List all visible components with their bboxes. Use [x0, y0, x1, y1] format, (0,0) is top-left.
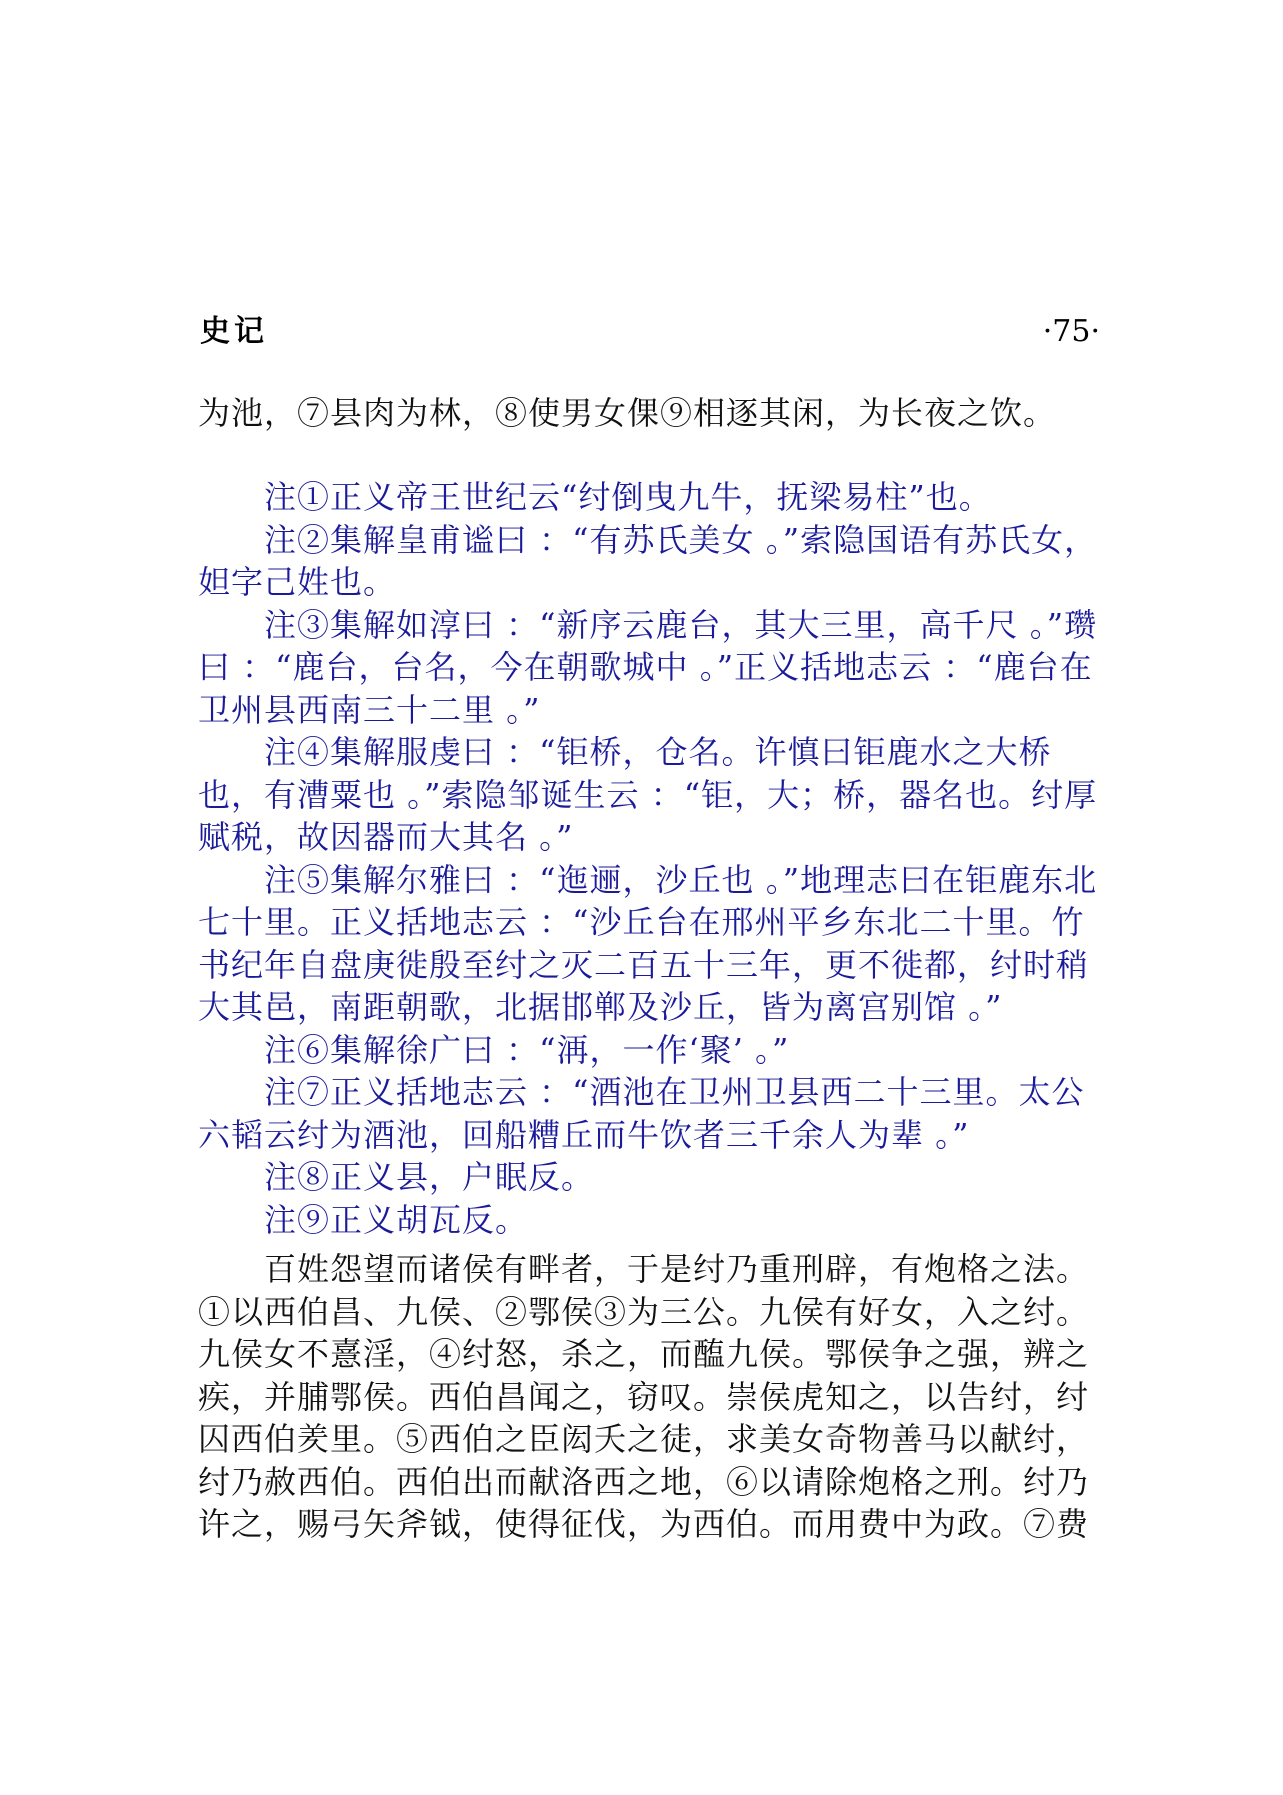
note-7: 注⑦正义括地志云 ：“酒池在卫州卫县西二十三里。太公六韬云纣为酒池，回船糟丘而牛饮者三千余人为辈 。” [198, 1073, 1085, 1154]
note-2: 注②集解皇甫谧曰 ：“有苏氏美女 。”索隐国语有苏氏女，妲字己姓也。 [198, 520, 1098, 601]
note-1: 注①正义帝王世纪云“纣倒曳九牛，抚梁易柱”也。 [264, 478, 992, 516]
note-5: 注⑤集解尔雅曰 ：“迤逦，沙丘也 。”地理志曰在钜鹿东北七十里。正义括地志云 ：“沙丘台在邢州平乡东北二十里。竹书纪年自盘庚徙殷至纣之灭二百五十三年，更不徙都，纣时稍大其邑，南距朝歌，北据邯郸及沙丘，皆为离宫别馆 。” [198, 860, 1098, 1026]
note-8: 注⑧正义县，户眠反。 [264, 1158, 595, 1196]
note-6: 注⑥集解徐广曰 ：“洅，一作‘聚’ 。” [264, 1030, 790, 1069]
note-9: 注⑨正义胡瓦反。 [264, 1200, 529, 1239]
page-number: ·75· [1042, 314, 1100, 349]
running-header-title: 史记 [200, 314, 268, 349]
main-paragraph: 百姓怨望而诸侯有畔者，于是纣乃重刑辟，有炮格之法。①以西伯昌、九侯、②鄂侯③为三公。九侯有好女，入之纣。九侯女不憙淫，④纣怒，杀之，而醢九侯。鄂侯争之强，辨之疾，并脯鄂侯。西伯昌闻之，窃叹。崇侯虎知之，以告纣，纣囚西伯羑里。⑤西伯之臣闳夭之徒，求美女奇物善马以献纣，纣乃赦西伯。西伯出而献洛西之地，⑥以请除炮格之刑。纣乃许之，赐弓矢斧钺，使得征伐，为西伯。而用费中为政。⑦费 [198, 1250, 1090, 1543]
continued-text-line: 为池，⑦县肉为林，⑧使男女倮⑨相逐其闲，为长夜之饮。 [198, 394, 1057, 432]
annotation-notes [198, 476, 1100, 1241]
note-4: 注④集解服虔曰 ：“钜桥，仓名。许慎曰钜鹿水之大桥也，有漕粟也 。”索隐邹诞生云 ：“钜，大；桥，器名也。纣厚赋税，故因器而大其名 。” [198, 733, 1098, 856]
note-3: 注③集解如淳曰 ：“新序云鹿台，其大三里，高千尺 。”瓒曰 ：“鹿台，台名，今在朝歌城中 。”正义括地志云 ：“鹿台在卫州县西南三十二里 。” [198, 605, 1098, 729]
